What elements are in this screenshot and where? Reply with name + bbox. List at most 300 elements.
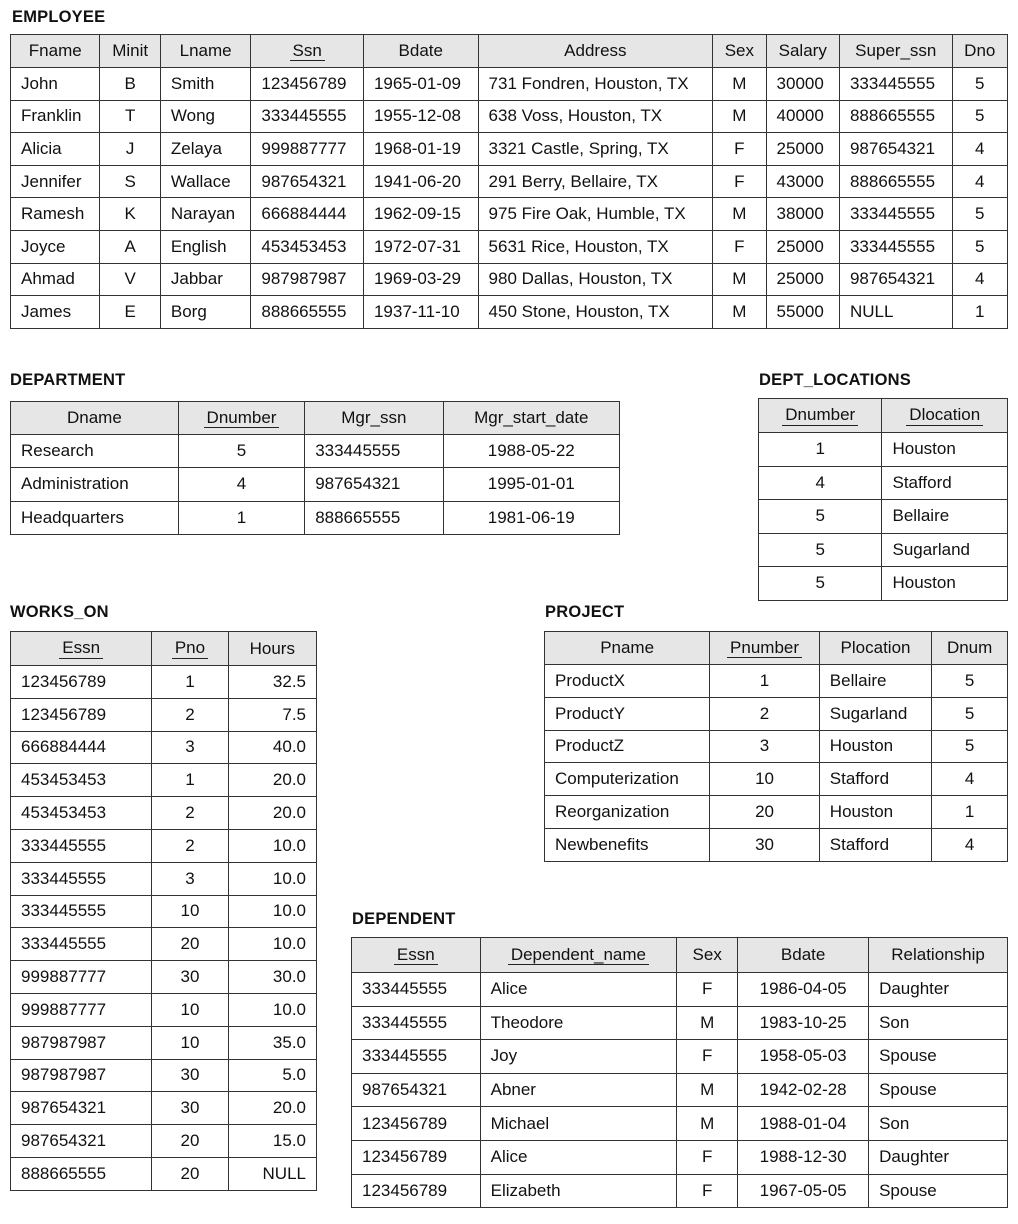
table-cell: S	[100, 165, 160, 198]
table-row	[11, 296, 1008, 329]
table-cell: 1958-05-03	[738, 1040, 869, 1074]
table-cell: 1	[759, 433, 882, 467]
primary-key-label: Dnumber	[782, 406, 858, 426]
table-row	[11, 666, 317, 699]
table-row	[352, 1107, 1008, 1141]
table-cell: Borg	[160, 296, 250, 329]
table-cell: 30	[152, 1092, 228, 1125]
table-cell: 5	[952, 198, 1007, 231]
works-on-table	[10, 631, 317, 1191]
table-cell: Bellaire	[882, 500, 1008, 534]
table-cell: 20.0	[228, 1092, 316, 1125]
table-cell: 987654321	[839, 133, 952, 166]
table-cell: 666884444	[11, 731, 152, 764]
table-cell: K	[100, 198, 160, 231]
table-cell: Narayan	[160, 198, 250, 231]
table-row	[11, 133, 1008, 166]
table-cell: 5	[932, 730, 1008, 763]
table-cell: ProductX	[545, 665, 710, 698]
table-cell: 40000	[766, 100, 839, 133]
column-header: Dname	[11, 402, 179, 435]
table-row	[352, 1073, 1008, 1107]
table-cell: Computerization	[545, 763, 710, 796]
table-cell: 4	[952, 133, 1007, 166]
table-row	[545, 796, 1008, 829]
table-cell: 3	[152, 731, 228, 764]
table-row	[11, 501, 620, 534]
column-header	[759, 399, 882, 433]
column-header: Bdate	[363, 35, 478, 68]
table-cell: Houston	[819, 796, 931, 829]
table-cell: 20.0	[228, 797, 316, 830]
table-cell: 1	[152, 666, 228, 699]
dept-locations-table	[758, 398, 1008, 601]
table-row	[11, 230, 1008, 263]
table-cell: 1	[178, 501, 304, 534]
table-row	[11, 731, 317, 764]
table-cell: John	[11, 68, 100, 101]
primary-key-label: Essn	[59, 639, 103, 659]
table-row	[11, 993, 317, 1026]
table-row	[352, 973, 1008, 1007]
table-cell: 888665555	[839, 100, 952, 133]
table-cell: 1986-04-05	[738, 973, 869, 1007]
column-header	[178, 402, 304, 435]
table-row	[545, 697, 1008, 730]
table-cell: 987654321	[839, 263, 952, 296]
table-cell: Newbenefits	[545, 828, 710, 861]
table-cell: James	[11, 296, 100, 329]
table-row	[352, 1040, 1008, 1074]
table-cell: 453453453	[251, 230, 364, 263]
table-cell: 10.0	[228, 993, 316, 1026]
table-row	[11, 698, 317, 731]
table-cell: 3	[152, 862, 228, 895]
table-cell: 333445555	[305, 435, 443, 468]
column-header: Minit	[100, 35, 160, 68]
table-cell: Alicia	[11, 133, 100, 166]
table-cell: 333445555	[352, 973, 481, 1007]
table-cell: 123456789	[11, 666, 152, 699]
primary-key-label: Pno	[172, 639, 208, 659]
table-cell: F	[713, 230, 766, 263]
table-cell: 10	[152, 1026, 228, 1059]
table-cell: 333445555	[352, 1006, 481, 1040]
table-cell: Smith	[160, 68, 250, 101]
header-row	[11, 35, 1008, 68]
table-cell: ProductZ	[545, 730, 710, 763]
column-header: Dno	[952, 35, 1007, 68]
table-cell: Bellaire	[819, 665, 931, 698]
table-row	[11, 468, 620, 501]
table-cell: M	[713, 198, 766, 231]
table-cell: Alice	[480, 1140, 677, 1174]
table-cell: 4	[759, 466, 882, 500]
employee-title: EMPLOYEE	[12, 8, 106, 26]
table-row	[352, 1140, 1008, 1174]
primary-key-label: Pnumber	[727, 639, 802, 659]
column-header	[11, 632, 152, 666]
table-row	[11, 1157, 317, 1190]
table-cell: 55000	[766, 296, 839, 329]
table-cell: 1	[932, 796, 1008, 829]
table-cell: M	[713, 100, 766, 133]
table-cell: V	[100, 263, 160, 296]
table-cell: 888665555	[11, 1157, 152, 1190]
department-title: DEPARTMENT	[10, 371, 126, 389]
table-cell: 291 Berry, Bellaire, TX	[478, 165, 713, 198]
table-cell: 1988-12-30	[738, 1140, 869, 1174]
table-cell: 1	[952, 296, 1007, 329]
table-cell: 999887777	[11, 961, 152, 994]
table-cell: J	[100, 133, 160, 166]
table-cell: Son	[869, 1107, 1008, 1141]
table-cell: F	[713, 165, 766, 198]
table-row	[759, 533, 1008, 567]
column-header: Dnum	[932, 632, 1008, 665]
table-cell: 1	[710, 665, 820, 698]
table-cell: Jabbar	[160, 263, 250, 296]
table-cell: M	[677, 1107, 738, 1141]
header-row	[11, 632, 317, 666]
table-cell: 5	[759, 533, 882, 567]
table-cell: 4	[178, 468, 304, 501]
table-cell: 333445555	[11, 829, 152, 862]
table-cell: 5	[932, 697, 1008, 730]
table-cell: Wong	[160, 100, 250, 133]
table-cell: Ahmad	[11, 263, 100, 296]
table-cell: 1942-02-28	[738, 1073, 869, 1107]
table-cell: Stafford	[882, 466, 1008, 500]
table-cell: 1937-11-10	[363, 296, 478, 329]
department-table	[10, 401, 620, 535]
table-cell: Ramesh	[11, 198, 100, 231]
table-cell: 4	[932, 828, 1008, 861]
table-cell: 999887777	[251, 133, 364, 166]
table-row	[545, 665, 1008, 698]
table-row	[11, 862, 317, 895]
table-cell: Reorganization	[545, 796, 710, 829]
table-row	[759, 466, 1008, 500]
table-cell: 3	[710, 730, 820, 763]
table-cell: 30	[152, 1059, 228, 1092]
table-cell: 5	[178, 435, 304, 468]
table-cell: 30.0	[228, 961, 316, 994]
table-cell: 2	[710, 697, 820, 730]
table-cell: M	[713, 263, 766, 296]
table-cell: B	[100, 68, 160, 101]
table-cell: 333445555	[11, 895, 152, 928]
dependent-table	[351, 937, 1008, 1208]
table-cell: 453453453	[11, 764, 152, 797]
table-cell: E	[100, 296, 160, 329]
table-cell: M	[677, 1006, 738, 1040]
column-header	[152, 632, 228, 666]
column-header	[480, 938, 677, 973]
table-cell: Sugarland	[819, 697, 931, 730]
table-row	[11, 68, 1008, 101]
column-header: Salary	[766, 35, 839, 68]
header-row	[545, 632, 1008, 665]
table-cell: Houston	[882, 567, 1008, 601]
dependent-title: DEPENDENT	[352, 910, 456, 928]
table-cell: 333445555	[352, 1040, 481, 1074]
column-header: Sex	[713, 35, 766, 68]
table-cell: 5	[952, 230, 1007, 263]
table-cell: 10.0	[228, 862, 316, 895]
table-cell: 888665555	[839, 165, 952, 198]
table-cell: 1988-01-04	[738, 1107, 869, 1141]
column-header: Mgr_ssn	[305, 402, 443, 435]
table-cell: 333445555	[839, 230, 952, 263]
table-cell: Elizabeth	[480, 1174, 677, 1208]
table-cell: 10.0	[228, 895, 316, 928]
table-cell: Michael	[480, 1107, 677, 1141]
table-cell: Houston	[882, 433, 1008, 467]
table-cell: Administration	[11, 468, 179, 501]
table-cell: 20	[710, 796, 820, 829]
table-cell: Franklin	[11, 100, 100, 133]
table-row	[11, 829, 317, 862]
table-cell: F	[713, 133, 766, 166]
table-cell: 2	[152, 797, 228, 830]
table-cell: Stafford	[819, 828, 931, 861]
table-row	[11, 263, 1008, 296]
table-cell: 5	[759, 500, 882, 534]
table-cell: ProductY	[545, 697, 710, 730]
table-cell: 1965-01-09	[363, 68, 478, 101]
column-header: Super_ssn	[839, 35, 952, 68]
table-cell: 4	[932, 763, 1008, 796]
table-cell: 15.0	[228, 1125, 316, 1158]
table-cell: Theodore	[480, 1006, 677, 1040]
table-cell: Daughter	[869, 1140, 1008, 1174]
table-cell: Son	[869, 1006, 1008, 1040]
table-cell: 40.0	[228, 731, 316, 764]
table-cell: 1988-05-22	[443, 435, 619, 468]
table-cell: 987654321	[11, 1092, 152, 1125]
table-row	[759, 567, 1008, 601]
table-cell: T	[100, 100, 160, 133]
table-cell: Stafford	[819, 763, 931, 796]
table-cell: 20.0	[228, 764, 316, 797]
table-row	[11, 100, 1008, 133]
table-cell: 5	[952, 68, 1007, 101]
table-cell: 20	[152, 1125, 228, 1158]
table-cell: 10.0	[228, 829, 316, 862]
column-header: Plocation	[819, 632, 931, 665]
table-cell: 30000	[766, 68, 839, 101]
table-cell: 123456789	[352, 1174, 481, 1208]
table-cell: 20	[152, 1157, 228, 1190]
table-row	[11, 797, 317, 830]
table-cell: 1983-10-25	[738, 1006, 869, 1040]
table-row	[11, 1026, 317, 1059]
table-cell: 333445555	[251, 100, 364, 133]
table-cell: 4	[952, 263, 1007, 296]
table-cell: 10	[710, 763, 820, 796]
column-header: Lname	[160, 35, 250, 68]
table-row	[11, 435, 620, 468]
table-row	[11, 198, 1008, 231]
table-cell: 987987987	[11, 1059, 152, 1092]
table-cell: 20	[152, 928, 228, 961]
table-cell: Wallace	[160, 165, 250, 198]
table-cell: Research	[11, 435, 179, 468]
table-cell: English	[160, 230, 250, 263]
column-header: Pname	[545, 632, 710, 665]
table-cell: 333445555	[839, 68, 952, 101]
table-cell: 987654321	[305, 468, 443, 501]
table-cell: 1968-01-19	[363, 133, 478, 166]
table-cell: 2	[152, 829, 228, 862]
table-row	[11, 1092, 317, 1125]
table-cell: 1967-05-05	[738, 1174, 869, 1208]
column-header: Mgr_start_date	[443, 402, 619, 435]
table-cell: 333445555	[11, 862, 152, 895]
table-row	[11, 764, 317, 797]
table-cell: Houston	[819, 730, 931, 763]
table-cell: Daughter	[869, 973, 1008, 1007]
table-cell: 10	[152, 895, 228, 928]
table-cell: Zelaya	[160, 133, 250, 166]
column-header: Fname	[11, 35, 100, 68]
table-cell: 987654321	[352, 1073, 481, 1107]
table-cell: 1	[152, 764, 228, 797]
project-table	[544, 631, 1008, 862]
header-row	[11, 402, 620, 435]
table-cell: 5631 Rice, Houston, TX	[478, 230, 713, 263]
table-cell: 5	[759, 567, 882, 601]
table-cell: 10	[152, 993, 228, 1026]
table-cell: 10.0	[228, 928, 316, 961]
table-cell: 333445555	[11, 928, 152, 961]
table-cell: Spouse	[869, 1040, 1008, 1074]
table-cell: Sugarland	[882, 533, 1008, 567]
table-cell: 30	[152, 961, 228, 994]
table-cell: M	[713, 68, 766, 101]
table-cell: 980 Dallas, Houston, TX	[478, 263, 713, 296]
primary-key-label: Dependent_name	[508, 946, 649, 966]
header-row	[759, 399, 1008, 433]
table-row	[11, 165, 1008, 198]
table-cell: 987987987	[251, 263, 364, 296]
table-cell: 888665555	[305, 501, 443, 534]
table-cell: 43000	[766, 165, 839, 198]
table-cell: 731 Fondren, Houston, TX	[478, 68, 713, 101]
table-row	[11, 895, 317, 928]
table-cell: 1955-12-08	[363, 100, 478, 133]
table-cell: 25000	[766, 230, 839, 263]
table-row	[545, 730, 1008, 763]
table-cell: Joy	[480, 1040, 677, 1074]
table-cell: 5	[932, 665, 1008, 698]
table-cell: 1995-01-01	[443, 468, 619, 501]
table-cell: F	[677, 1040, 738, 1074]
table-cell: Alice	[480, 973, 677, 1007]
project-title: PROJECT	[545, 603, 625, 621]
table-row	[759, 433, 1008, 467]
table-cell: 25000	[766, 133, 839, 166]
table-cell: M	[713, 296, 766, 329]
primary-key-label: Dnumber	[204, 409, 280, 429]
table-cell: 888665555	[251, 296, 364, 329]
employee-table	[10, 34, 1008, 329]
table-cell: 123456789	[352, 1107, 481, 1141]
table-cell: 3321 Castle, Spring, TX	[478, 133, 713, 166]
table-cell: 32.5	[228, 666, 316, 699]
table-cell: 987654321	[11, 1125, 152, 1158]
column-header: Bdate	[738, 938, 869, 973]
table-row	[352, 1174, 1008, 1208]
table-cell: Spouse	[869, 1174, 1008, 1208]
primary-key-label: Essn	[394, 946, 438, 966]
column-header	[251, 35, 364, 68]
column-header	[352, 938, 481, 973]
table-cell: 2	[152, 698, 228, 731]
column-header	[882, 399, 1008, 433]
table-cell: NULL	[839, 296, 952, 329]
primary-key-label: Dlocation	[906, 406, 983, 426]
table-row	[545, 828, 1008, 861]
table-cell: 123456789	[251, 68, 364, 101]
table-cell: 999887777	[11, 993, 152, 1026]
table-cell: M	[677, 1073, 738, 1107]
table-cell: 333445555	[839, 198, 952, 231]
table-cell: F	[677, 1174, 738, 1208]
table-cell: 4	[952, 165, 1007, 198]
table-cell: Jennifer	[11, 165, 100, 198]
table-cell: 1941-06-20	[363, 165, 478, 198]
table-cell: F	[677, 973, 738, 1007]
table-cell: 1972-07-31	[363, 230, 478, 263]
table-cell: 25000	[766, 263, 839, 296]
table-row	[11, 928, 317, 961]
table-row	[759, 500, 1008, 534]
table-cell: 7.5	[228, 698, 316, 731]
table-cell: 5.0	[228, 1059, 316, 1092]
table-cell: 123456789	[11, 698, 152, 731]
table-cell: Abner	[480, 1073, 677, 1107]
table-cell: 38000	[766, 198, 839, 231]
table-cell: 1981-06-19	[443, 501, 619, 534]
table-cell: 987987987	[11, 1026, 152, 1059]
table-cell: 1969-03-29	[363, 263, 478, 296]
table-cell: NULL	[228, 1157, 316, 1190]
table-row	[352, 1006, 1008, 1040]
works-on-title: WORKS_ON	[10, 603, 109, 621]
table-cell: 638 Voss, Houston, TX	[478, 100, 713, 133]
table-row	[11, 961, 317, 994]
dept-locations-title: DEPT_LOCATIONS	[759, 371, 911, 389]
table-cell: Joyce	[11, 230, 100, 263]
column-header: Hours	[228, 632, 316, 666]
table-cell: A	[100, 230, 160, 263]
table-cell: Spouse	[869, 1073, 1008, 1107]
header-row	[352, 938, 1008, 973]
column-header: Sex	[677, 938, 738, 973]
table-cell: 987654321	[251, 165, 364, 198]
table-cell: 30	[710, 828, 820, 861]
table-cell: 453453453	[11, 797, 152, 830]
table-cell: 1962-09-15	[363, 198, 478, 231]
primary-key-label: Ssn	[290, 42, 325, 62]
table-row	[11, 1059, 317, 1092]
column-header: Address	[478, 35, 713, 68]
table-cell: 123456789	[352, 1140, 481, 1174]
column-header: Relationship	[869, 938, 1008, 973]
table-row	[11, 1125, 317, 1158]
